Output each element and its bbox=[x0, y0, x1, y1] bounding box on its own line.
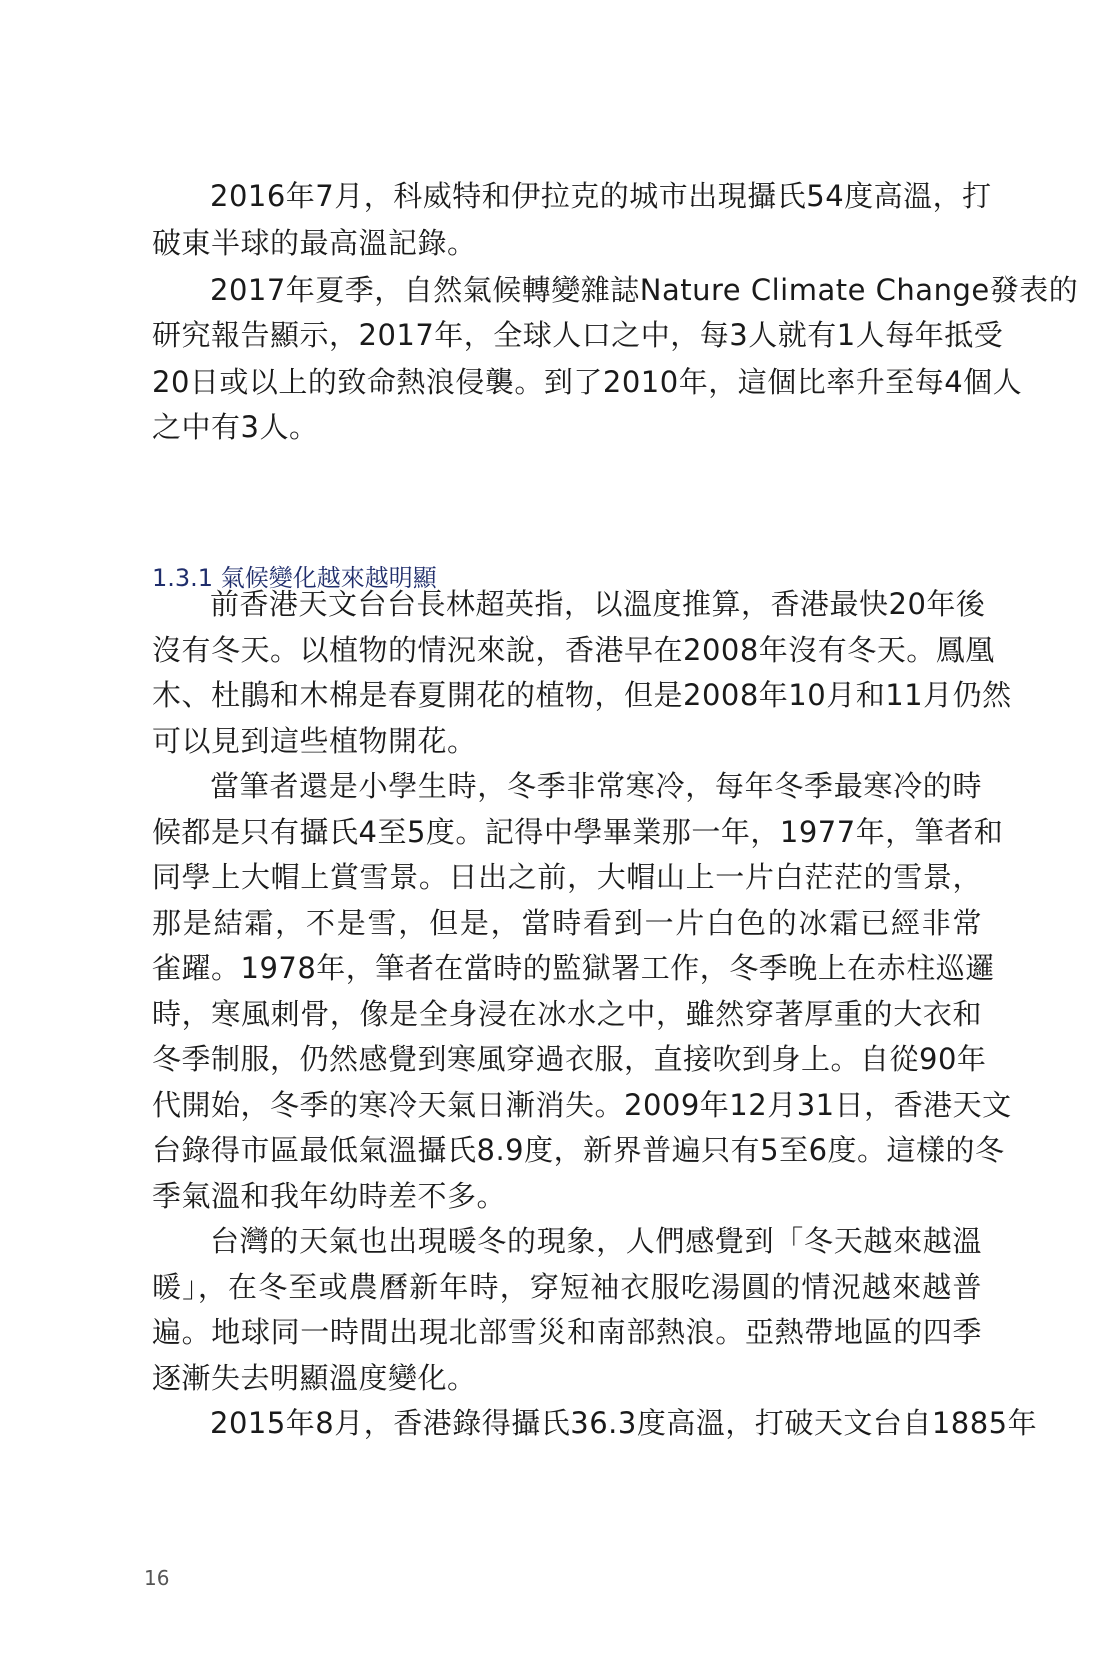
paragraph-line: 2017年夏季，自然氣候轉變雜誌Nature Climate Change發表的 bbox=[210, 273, 1079, 307]
paragraph-line: 那是結霜，不是雪，但是，當時看到一片白色的冰霜已經非常 bbox=[152, 906, 982, 940]
paragraph-line: 暖」，在冬至或農曆新年時，穿短袖衣服吃湯圓的情況越來越普 bbox=[152, 1270, 982, 1304]
paragraph-line: 季氣溫和我年幼時差不多。 bbox=[152, 1179, 507, 1213]
paragraph-line: 候都是只有攝氏4至5度。記得中學畢業那一年，1977年，筆者和 bbox=[152, 815, 1004, 849]
paragraph-line: 破東半球的最高溫記錄。 bbox=[152, 226, 477, 260]
paragraph-line: 台灣的天氣也出現暖冬的現象，人們感覺到「冬天越來越溫 bbox=[210, 1224, 982, 1258]
paragraph-line: 代開始，冬季的寒冷天氣日漸消失。2009年12月31日，香港天文 bbox=[152, 1088, 1012, 1122]
paragraph-line: 遍。地球同一時間出現北部雪災和南部熱浪。亞熱帶地區的四季 bbox=[152, 1315, 982, 1349]
paragraph-line: 雀躍。1978年，筆者在當時的監獄署工作，冬季晚上在赤柱巡邏 bbox=[152, 951, 995, 985]
paragraph-line: 逐漸失去明顯溫度變化。 bbox=[152, 1361, 477, 1395]
paragraph-line: 2015年8月，香港錄得攝氏36.3度高溫，打破天文台自1885年 bbox=[210, 1406, 1038, 1440]
section-heading: 1.3.1 氣候變化越來越明顯 bbox=[152, 564, 437, 592]
paragraph-line: 同學上大帽上賞雪景。日出之前，大帽山上一片白茫茫的雪景， bbox=[152, 860, 982, 894]
page-number: 16 bbox=[144, 1566, 170, 1590]
paragraph-line: 當筆者還是小學生時，冬季非常寒冷，每年冬季最寒冷的時 bbox=[210, 769, 982, 803]
paragraph-line: 前香港天文台台長林超英指，以溫度推算，香港最快20年後 bbox=[210, 587, 986, 621]
paragraph-line: 冬季制服，仍然感覺到寒風穿過衣服，直接吹到身上。自從90年 bbox=[152, 1042, 987, 1076]
paragraph-line: 沒有冬天。以植物的情況來說，香港早在2008年沒有冬天。鳳凰 bbox=[152, 633, 995, 667]
paragraph-line: 可以見到這些植物開花。 bbox=[152, 724, 477, 758]
paragraph-line: 20日或以上的致命熱浪侵襲。到了2010年，這個比率升至每4個人 bbox=[152, 365, 1023, 399]
paragraph-line: 時，寒風刺骨，像是全身浸在冰水之中，雖然穿著厚重的大衣和 bbox=[152, 997, 982, 1031]
paragraph-line: 之中有3人。 bbox=[152, 410, 319, 444]
paragraph-line: 研究報告顯示，2017年，全球人口之中，每3人就有1人每年抵受 bbox=[152, 318, 1004, 352]
paragraph-line: 台錄得市區最低氣溫攝氏8.9度，新界普遍只有5至6度。這樣的冬 bbox=[152, 1133, 1005, 1167]
paragraph-line: 2016年7月，科威特和伊拉克的城市出現攝氏54度高溫，打 bbox=[210, 179, 992, 213]
paragraph-line: 木、杜鵑和木棉是春夏開花的植物，但是2008年10月和11月仍然 bbox=[152, 678, 1012, 712]
